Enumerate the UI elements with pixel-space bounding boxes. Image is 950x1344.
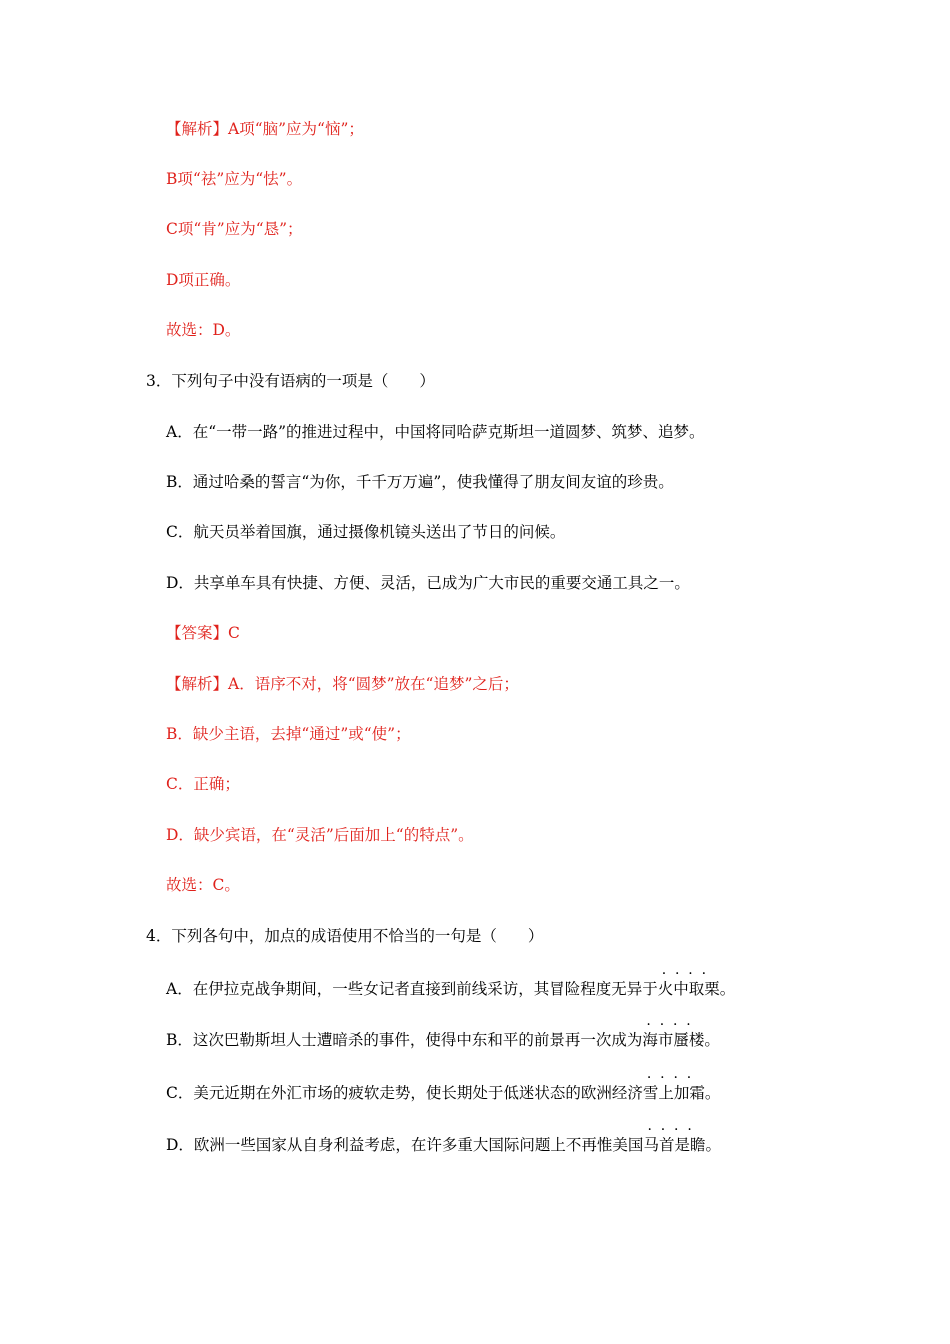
q4-option-c xyxy=(166,1083,720,1103)
q3-analysis-b: B．缺少主语，去掉“通过”或“使”； xyxy=(166,725,411,743)
q4-option-c-text: C．美元近期在外汇市场的疲软走势，使长期处于低迷状态的欧洲经济 xyxy=(166,1084,643,1102)
q4-option-b-end: 。 xyxy=(704,1031,720,1049)
q4-option-b-text: B．这次巴勒斯坦人士遭暗杀的事件，使得中东和平的前景再一次成为 xyxy=(166,1031,643,1049)
q3-option-c: C．航天员举着国旗，通过摄像机镜头送出了节日的问候。 xyxy=(166,523,566,541)
q2-analysis-a: 【解析】A项“脑”应为“恼”； xyxy=(166,120,364,138)
q4-option-d-text: D．欧洲一些国家从自身利益考虑，在许多重大国际问题上不再惟美国 xyxy=(166,1136,644,1154)
q4-option-b-idiom: · · · · 海市蜃楼 xyxy=(642,1030,704,1050)
q3-analysis-d: D．缺少宾语，在“灵活”后面加上“的特点”。 xyxy=(166,826,474,844)
q3-stem: 3．下列句子中没有语病的一项是（ ） xyxy=(146,372,435,390)
q2-analysis-b: B项“祛”应为“怯”。 xyxy=(166,170,303,188)
q4-option-b xyxy=(166,1030,720,1050)
q4-option-a-text: A．在伊拉克战争期间，一些女记者直接到前线采访，其冒险程度无异于 xyxy=(166,980,658,998)
q4-option-c-idiom: · · · · 雪上加霜 xyxy=(643,1083,705,1103)
q3-analysis-a: 【解析】A．语序不对，将“圆梦”放在“追梦”之后； xyxy=(166,675,519,693)
q2-analysis-d: D项正确。 xyxy=(166,271,241,289)
q4-option-c-end: 。 xyxy=(704,1084,721,1102)
q3-analysis-c: C．正确； xyxy=(166,775,240,793)
q3-choice: 故选：C。 xyxy=(166,876,240,894)
q4-option-d-end: 。 xyxy=(705,1136,721,1154)
q3-answer: 【答案】C xyxy=(166,624,240,642)
q4-option-d xyxy=(166,1135,721,1155)
q4-option-a-end: 。 xyxy=(719,980,736,998)
q3-option-a: A．在“一带一路”的推进过程中，中国将同哈萨克斯坦一道圆梦、筑梦、追梦。 xyxy=(166,423,705,441)
q2-choice: 故选：D。 xyxy=(166,321,241,339)
q3-option-d: D．共享单车具有快捷、方便、灵活，已成为广大市民的重要交通工具之一。 xyxy=(166,574,690,592)
q3-option-b: B．通过哈桑的誓言“为你，千千万万遍”，使我懂得了朋友间友谊的珍贵。 xyxy=(166,473,674,491)
q4-option-d-idiom: · · · · 马首是瞻 xyxy=(643,1135,705,1155)
q4-stem: 4．下列各句中，加点的成语使用不恰当的一句是（ ） xyxy=(146,927,544,945)
q2-analysis-c: C项“肯”应为“恳”； xyxy=(166,220,303,238)
q4-option-a-idiom: · · · · 火中取栗 xyxy=(658,979,720,999)
q4-option-a xyxy=(166,979,735,999)
